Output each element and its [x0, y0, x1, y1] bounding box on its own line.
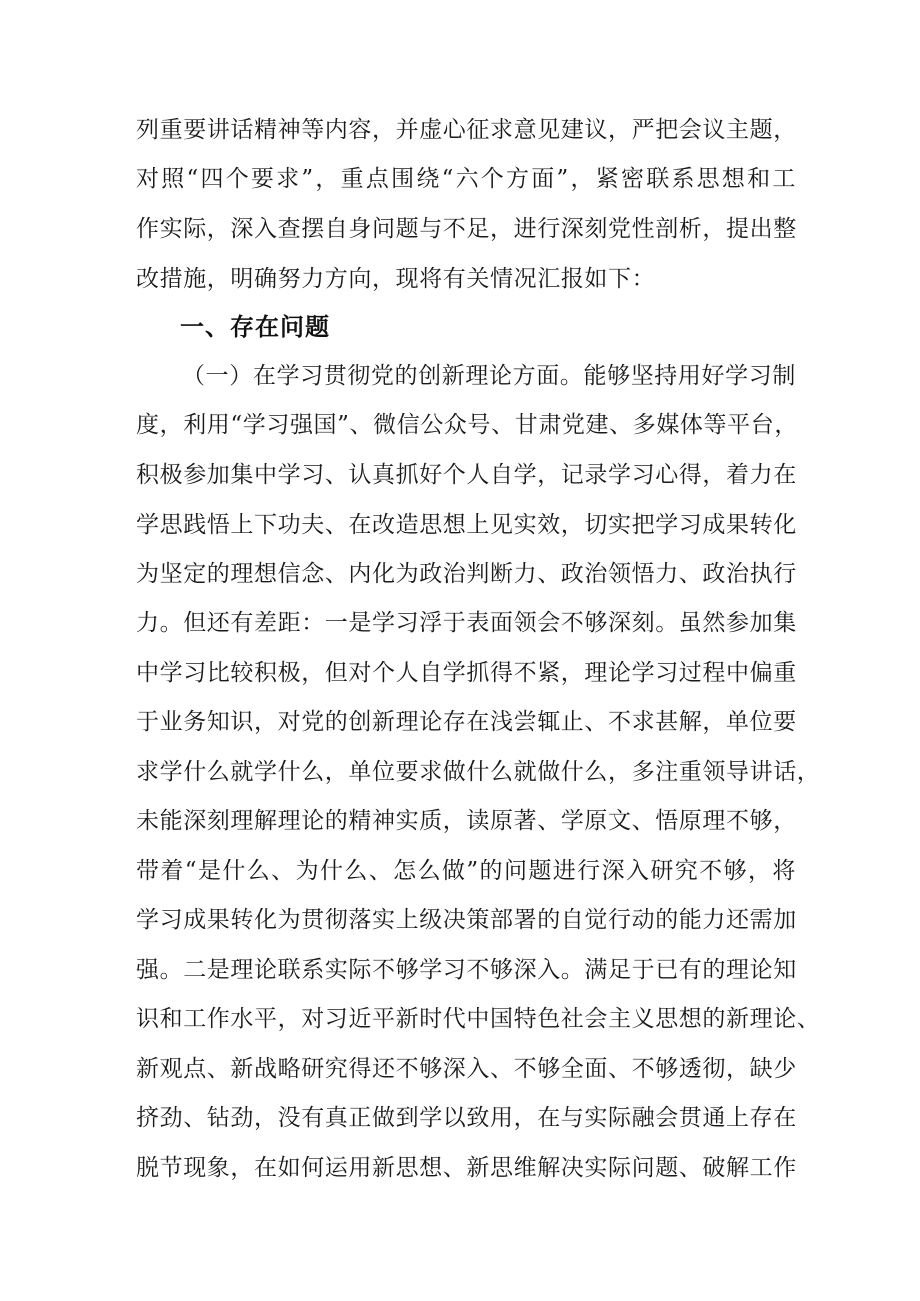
body-line-3: 积极参加集中学习、认真抓好个人自学，记录学习心得，着力在 [136, 462, 797, 488]
section-heading: 一、存在问题 [180, 313, 330, 341]
body-line-14: 识和工作水平，对习近平新时代中国特色社会主义思想的新理论、 [136, 1006, 821, 1032]
body-line-7: 中学习比较积极，但对个人自学抓得不紧，理论学习过程中偏重 [136, 660, 797, 686]
paragraph-first-line: （一）在学习贯彻党的创新理论方面。能够坚持用好学习制 [182, 363, 796, 389]
body-line-11: 带着“是什么、为什么、怎么做”的问题进行深入研究不够，将 [136, 858, 796, 884]
body-line-2: 度，利用“学习强国”、微信公众号、甘肃党建、多媒体等平台， [136, 412, 798, 438]
intro-line-4: 改措施，明确努力方向，现将有关情况汇报如下： [136, 266, 656, 292]
body-line-17: 脱节现象，在如何运用新思想、新思维解决实际问题、破解工作 [136, 1155, 797, 1181]
body-line-6: 力。但还有差距：一是学习浮于表面领会不够深刻。虽然参加集 [136, 610, 797, 636]
body-line-12: 学习成果转化为贯彻落实上级决策部署的自觉行动的能力还需加 [136, 907, 797, 933]
body-line-8: 于业务知识，对党的创新理论存在浅尝辄止、不求甚解，单位要 [136, 709, 797, 735]
intro-line-3: 作实际，深入查摆自身问题与不足，进行深刻党性剖析，提出整 [136, 216, 797, 242]
body-line-15: 新观点、新战略研究得还不够深入、不够全面、不够透彻，缺少 [136, 1056, 797, 1082]
intro-line-2: 对照“四个要求”，重点围绕“六个方面”，紧密联系思想和工 [136, 166, 796, 192]
body-line-16: 挤劲、钻劲，没有真正做到学以致用，在与实际融会贯通上存在 [136, 1105, 797, 1131]
body-line-10: 未能深刻理解理论的精神实质，读原著、学原文、悟原理不够， [136, 808, 797, 834]
body-line-9: 求学什么就学什么，单位要求做什么就做什么，多注重领导讲话， [136, 759, 821, 785]
body-line-5: 为坚定的理想信念、内化为政治判断力、政治领悟力、政治执行 [136, 561, 797, 587]
body-line-13: 强。二是理论联系实际不够学习不够深入。满足于已有的理论知 [136, 957, 797, 983]
intro-line-1: 列重要讲话精神等内容，并虚心征求意见建议，严把会议主题， [136, 117, 797, 143]
body-line-4: 学思践悟上下功夫、在改造思想上见实效，切实把学习成果转化 [136, 512, 797, 538]
